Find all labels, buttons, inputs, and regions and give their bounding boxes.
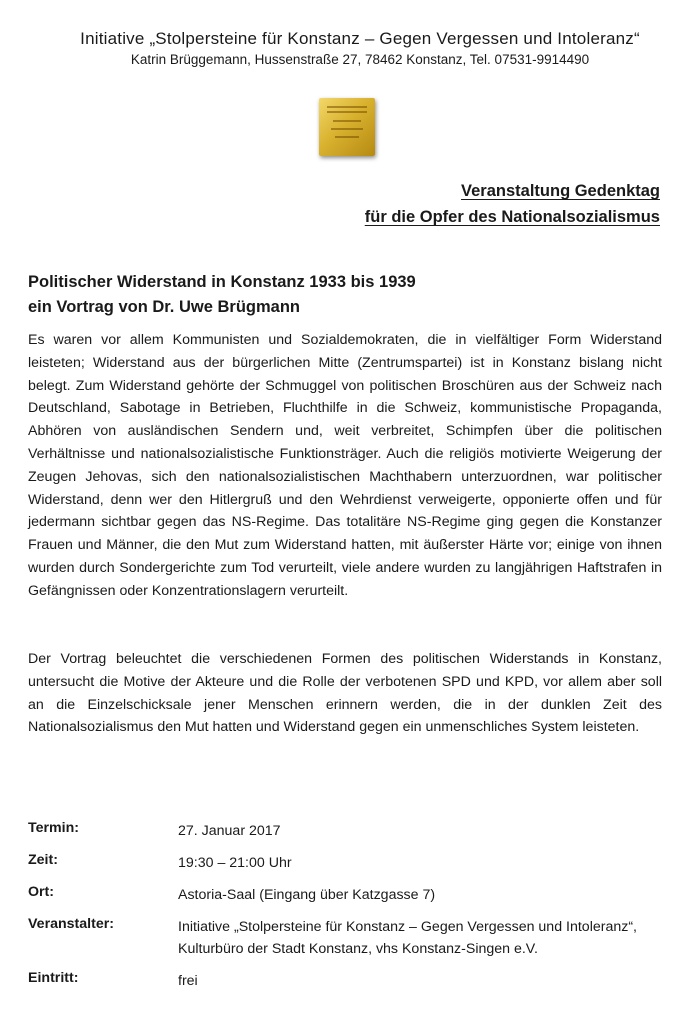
body-paragraph-1: Es waren vor allem Kommunisten und Sozialdemokraten, die in vielfältiger Form Widerstand leisteten; Widerstand aus der bürgerlichen Mitte (Zentrumspartei) ist in Konstanz bislang nicht belegt. Zum Widerstand gehörte der Schmuggel von politischen Broschüren aus der Schweiz nach Deutschland, Sabotage in Betrieben, Fluchthilfe in die Schweiz, kommunistische Propaganda, Abhören von ausländischen Sendern und, weit verbreitet, Schimpfen über die politischen Verhältnisse und nationalsozialistische Funktionsträger. Auch die religiös motivierte Weigerung der Zeugen Jehovas, sich den nationalsozialistischen Machthabern unterzuordnen, war politischer Widerstand, denn wer den Hitlergruß und den Wehrdienst verweigerte, opponierte offen und für jedermann sichtbar gegen das NS-Regime. Das totalitäre NS-Regime ging gegen die Konstanzer Frauen und Männer, die den Mut zum Widerstand hatten, mit äußerster Härte vor; einige von ihnen wurden durch Sondergerichte zum Tod verurteilt, viele andere wurden zu langjährigen Haftstrafen in Gefängnissen oder Konzentrationslagern verurteilt. — [28, 332, 662, 599]
ort-value: Astoria-Saal (Eingang über Katzgasse 7) — [178, 887, 436, 903]
veranstalter-label: Veranstalter: — [28, 916, 114, 932]
termin-value: 27. Januar 2017 — [178, 823, 281, 839]
body-paragraph-2: Der Vortrag beleuchtet die verschiedenen Formen des politischen Widerstands in Konstanz, untersucht die Motive der Akteure und die Rolle der verbotenen SPD und KPD, vor allem aber soll an die Einzelschicksale jener Menschen erinnern werden, die in der dunklen Zeit des Nationalsozialismus den Mut hatten und Widerstand gegen ein unmenschliches System leisteten. — [28, 651, 662, 736]
zeit-value: 19:30 – 21:00 Uhr — [178, 855, 292, 871]
eintritt-value: frei — [178, 973, 198, 989]
event-details — [28, 820, 668, 1002]
detail-row-ort — [28, 884, 668, 916]
event-title-line2: für die Opfer des Nationalsozialismus — [364, 208, 660, 226]
talk-title: Politischer Widerstand in Konstanz 1933 bis 1939 — [28, 273, 416, 291]
detail-row-zeit — [28, 852, 668, 884]
detail-row-veranstalter — [28, 916, 668, 970]
detail-row-eintritt — [28, 970, 668, 1002]
letterhead — [60, 28, 660, 69]
stolperstein-image — [319, 98, 375, 156]
event-title — [365, 178, 660, 230]
ort-label: Ort: — [28, 884, 55, 900]
talk-heading — [28, 270, 668, 320]
termin-label: Termin: — [28, 820, 79, 836]
eintritt-label: Eintritt: — [28, 970, 79, 986]
veranstalter-value: Initiative „Stolpersteine für Konstanz – Gegen Vergessen und Intoleranz“, Kulturbüro der Stadt Konstanz, vhs Konstanz-Singen e.V. — [178, 919, 638, 957]
organization-name: Initiative „Stolpersteine für Konstanz – Gegen Vergessen und Intoleranz“ — [80, 29, 640, 48]
detail-row-termin — [28, 820, 668, 852]
organization-address: Katrin Brüggemann, Hussenstraße 27, 78462 Konstanz, Tel. 07531-9914490 — [130, 52, 590, 67]
talk-speaker: ein Vortrag von Dr. Uwe Brügmann — [28, 298, 300, 316]
event-title-line1: Veranstaltung Gedenktag — [461, 182, 660, 200]
zeit-label: Zeit: — [28, 852, 58, 868]
